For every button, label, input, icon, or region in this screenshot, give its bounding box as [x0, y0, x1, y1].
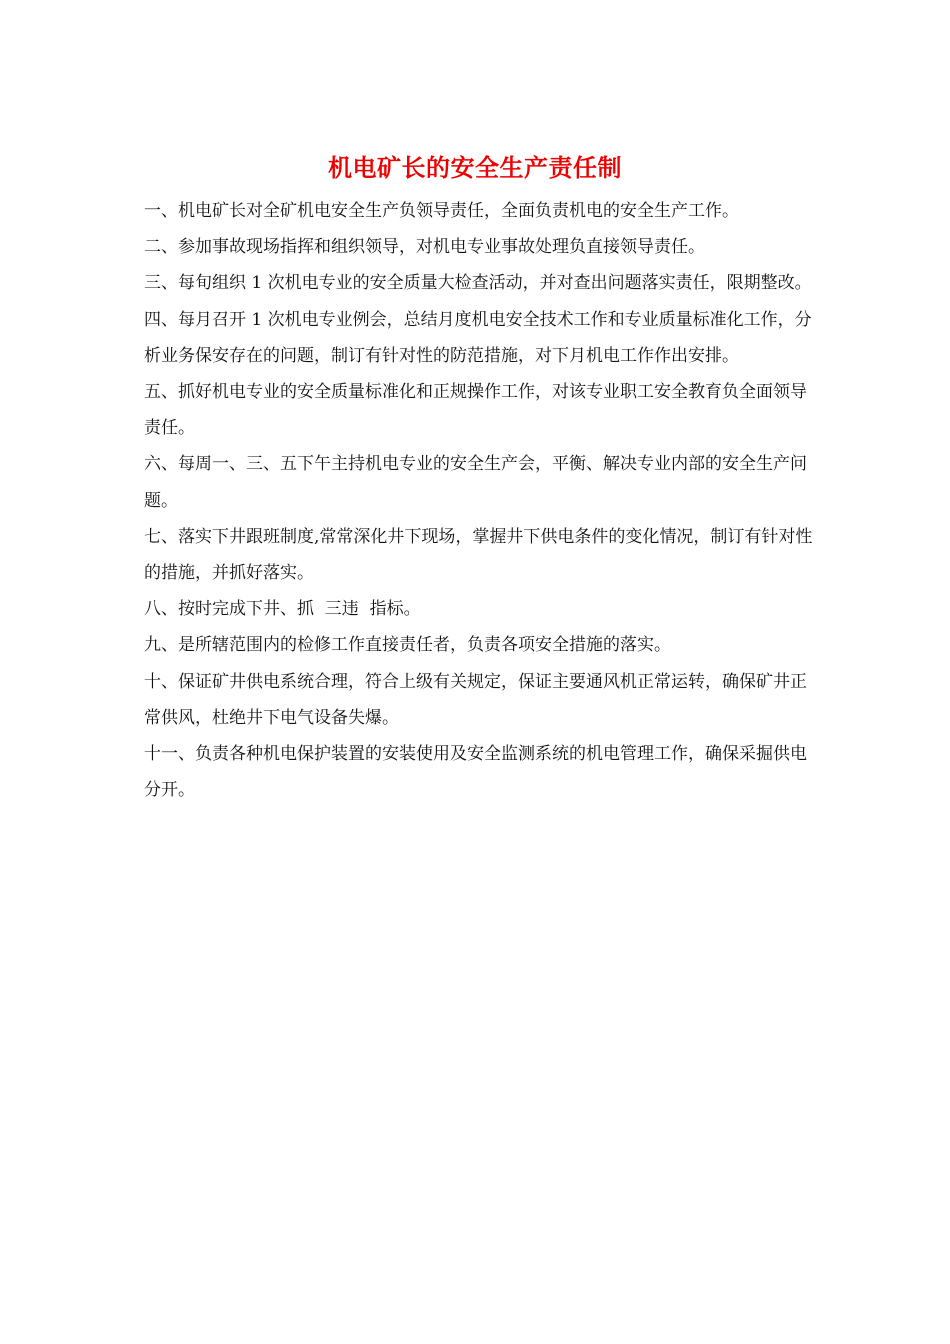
paragraph-4: 四、每月召开 1 次机电专业例会，总结月度机电安全技术工作和专业质量标准化工作，分析业务保安存在的问题，制订有针对性的防范措施，对下月机电工作作出安排。 [144, 309, 812, 366]
paragraph-8: 八、按时完成下井、抓 三违 指标。 [144, 599, 421, 620]
document-title: 机电矿长的安全生产责任制 [328, 153, 622, 182]
paragraph-10: 十、保证矿井供电系统合理，符合上级有关规定，保证主要通风机正常运转，确保矿井正常供风，杜绝井下电气设备失爆。 [144, 671, 807, 728]
paragraph-11: 十一、负责各种机电保护装置的安装使用及安全监测系统的机电管理工作，确保采掘供电分开。 [144, 744, 807, 801]
paragraph-1: 一、机电矿长对全矿机电安全生产负领导责任，全面负责机电的安全生产工作。 [144, 201, 739, 221]
paragraph-3: 三、每旬组织 1 次机电专业的安全质量大检查活动，并对查出问题落实责任，限期整改。 [144, 273, 812, 294]
paragraph-7: 七、落实下井跟班制度,常常深化井下现场，掌握井下供电条件的变化情况，制订有针对性的措施，并抓好落实。 [144, 526, 813, 584]
document-body [144, 193, 816, 808]
paragraph-2: 二、参加事故现场指挥和组织领导，对机电专业事故处理负直接领导责任。 [144, 237, 705, 258]
paragraph-9: 九、是所辖范围内的检修工作直接责任者，负责各项安全措施的落实。 [144, 635, 671, 656]
paragraph-5: 五、抓好机电专业的安全质量标准化和正规操作工作，对该专业职工安全教育负全面领导责任。 [144, 382, 807, 439]
paragraph-6: 六、每周一、三、五下午主持机电专业的安全生产会，平衡、解决专业内部的安全生产问题。 [144, 454, 807, 511]
